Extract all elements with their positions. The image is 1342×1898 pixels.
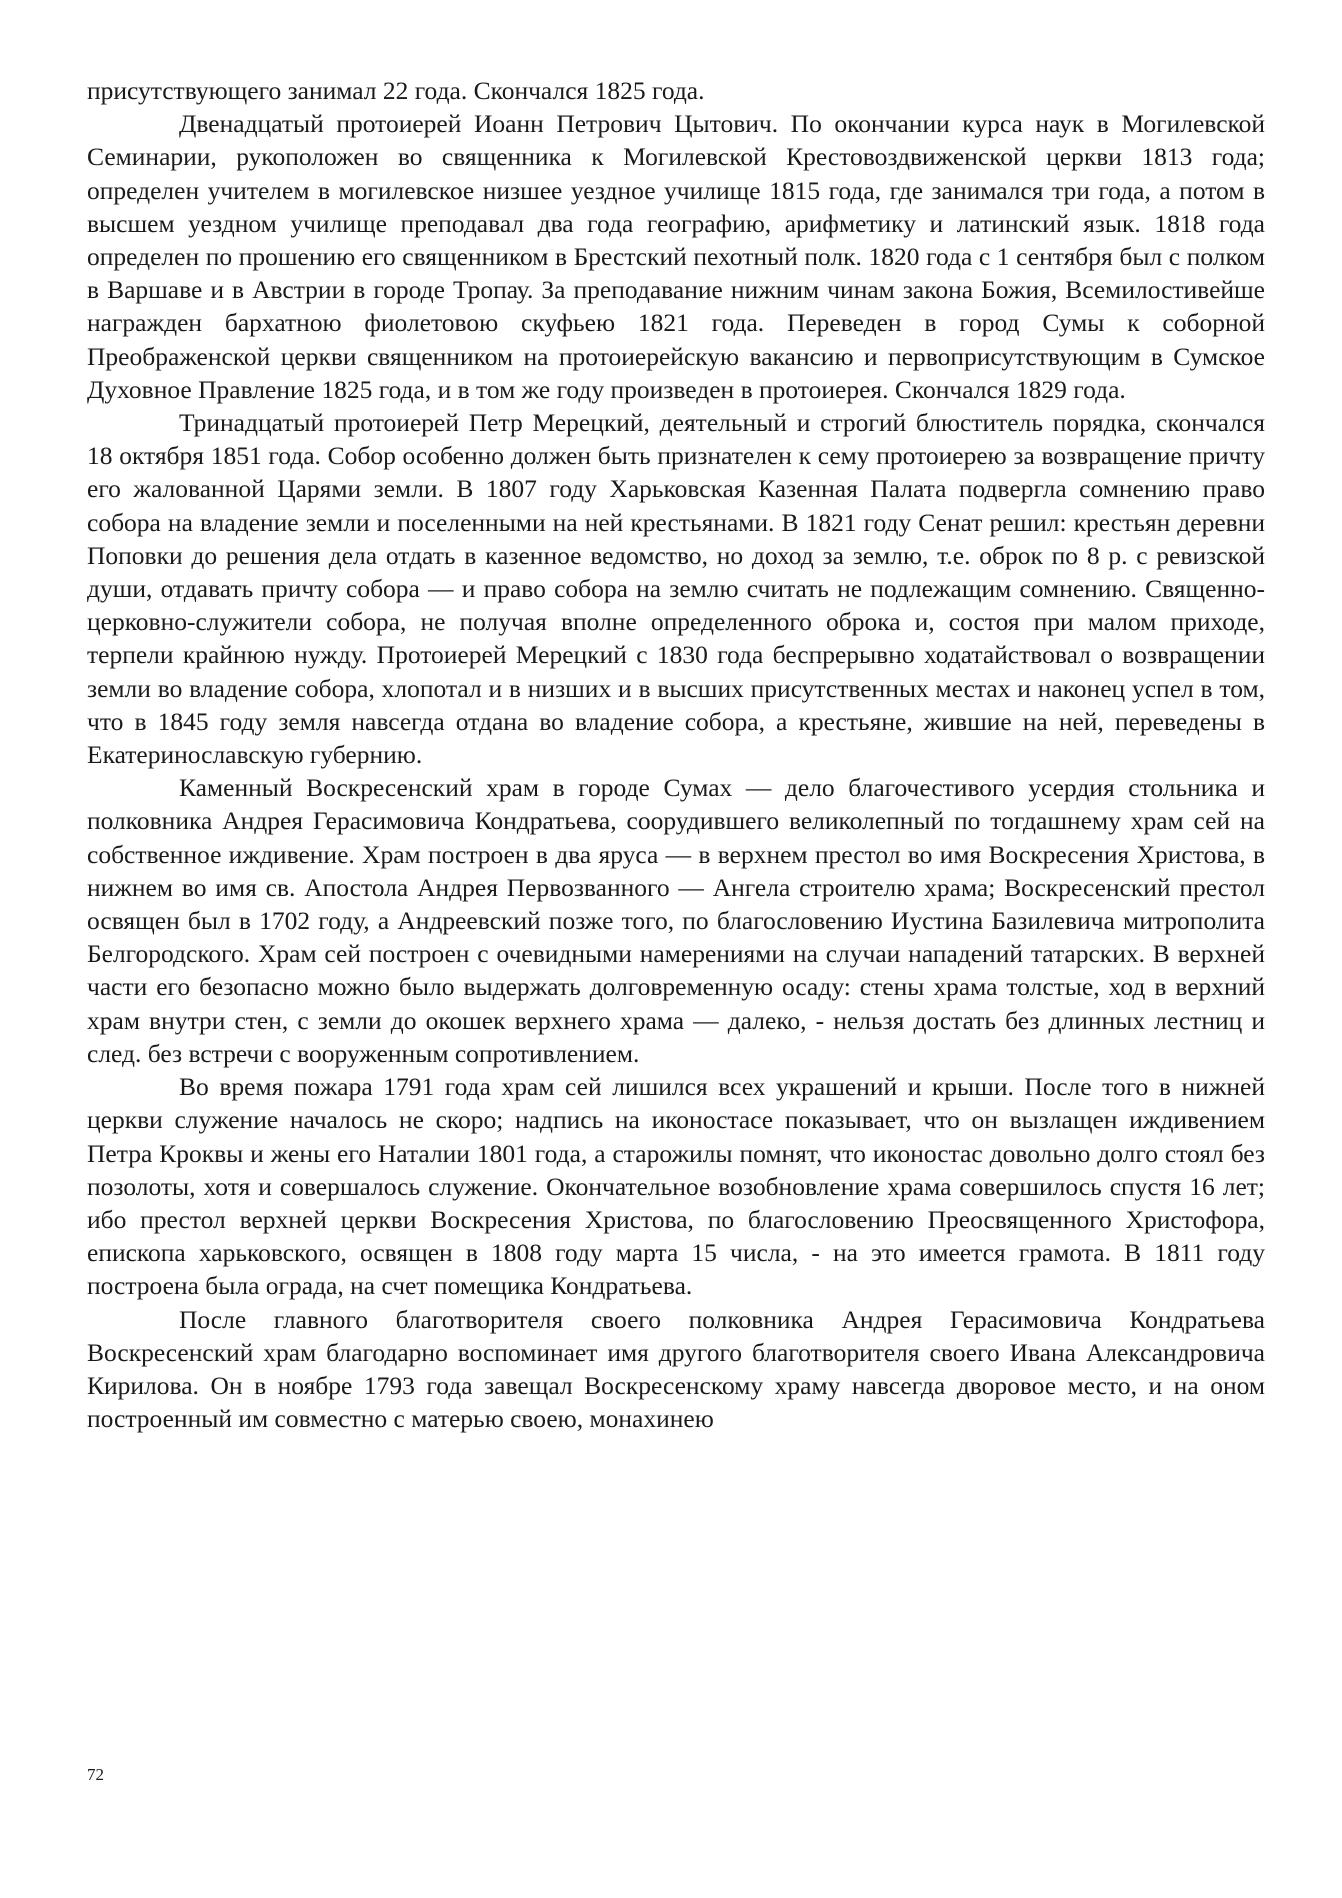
paragraph: Во время пожара 1791 года храм сей лишился всех украшений и крыши. После того в нижней церкви служение началось не скоро; надпись на иконостасе показывает, что он вызлащен иждивением Петра Кроквы и жены его Наталии 1801 года, а старожилы помнят, что иконостас довольно долго стоял без позолоты, хотя и совершалось служение. Окончательное возобновление храма совершилось спустя 16 лет; ибо престол верхней церкви Воскресения Христова, по благословению Преосвященного Христофора, епископа харьковского, освящен в 1808 году марта 15 числа, - на это имеется грамота. В 1811 году построена была ограда, на счет помещика Кондратьева. <box>87 1072 1265 1301</box>
page-number: 72 <box>87 1765 104 1784</box>
document-body <box>87 74 1265 1435</box>
paragraph: присутствующего занимал 22 года. Скончался 1825 года. <box>87 76 705 105</box>
paragraph: Тринадцатый протоиерей Петр Мерецкий, деятельный и строгий блюститель порядка, скончался 18 октября 1851 года. Собор особенно должен быть признателен к сему протоиерею за возвращение причту его жалованной Царями земли. В 1807 году Харьковская Казенная Палата подвергла сомнению право собора на владение земли и поселенными на ней крестьянами. В 1821 году Сенат решил: крестьян деревни Поповки до решения дела отдать в казенное ведомство, но доход за землю, т.е. оброк по 8 р. с ревизской души, отдавать причту собора — и право собора на землю считать не подлежащим сомнению. Священно-церковно-служители собора, не получая вполне определенного оброка и, состоя при малом приходе, терпели крайнюю нужду. Протоиерей Мерецкий с 1830 года беспрерывно ходатайствовал о возвращении земли во владение собора, хлопотал и в низших и в высших присутственных местах и наконец успел в том, что в 1845 году земля навсегда отдана во владение собора, а крестьяне, жившие на ней, переведены в Екатеринославскую губернию. <box>87 408 1265 770</box>
paragraph: Каменный Воскресенский храм в городе Сумах — дело благочестивого усердия стольника и полковника Андрея Герасимовича Кондратьева, соорудившего великолепный по тогдашнему храм сей на собственное иждивение. Храм построен в два яруса — в верхнем престол во имя Воскресения Христова, в нижнем во имя св. Апостола Андрея Первозванного — Ангела строителю храма; Воскресенский престол освящен был в 1702 году, а Андреевский позже того, по благословению Иустина Базилевича митрополита Белгородского. Храм сей построен с очевидными намерениями на случаи нападений татарских. В верхней части его безопасно можно было выдержать долговременную осаду: стены храма толстые, ход в верхний храм внутри стен, с земли до окошек верхнего храма — далеко, - нельзя достать без длинных лестниц и след. без встречи с вооруженным сопротивлением. <box>87 773 1265 1068</box>
paragraph: Двенадцатый протоиерей Иоанн Петрович Цытович. По окончании курса наук в Могилевской Семинарии, рукоположен во священника к Могилевской Крестовоздвиженской церкви 1813 года; определен учителем в могилевское низшее уездное училище 1815 года, где занимался три года, а потом в высшем уездном училище преподавал два года географию, арифметику и латинский язык. 1818 года определен по прошению его священником в Брестский пехотный полк. 1820 года с 1 сентября был с полком в Варшаве и в Австрии в городе Тропау. За преподавание нижним чинам закона Божия, Всемилостивейше награжден бархатною фиолетовою скуфьею 1821 года. Переведен в город Сумы к соборной Преображенской церкви священником на протоиерейскую вакансию и первоприсутствующим в Сумское Духовное Правление 1825 года, и в том же году произведен в протоиерея. Скончался 1829 года. <box>87 109 1265 404</box>
paragraph: После главного благотворителя своего полковника Андрея Герасимовича Кондратьева Воскресенский храм благодарно воспоминает имя другого благотворителя своего Ивана Александровича Кирилова. Он в ноябре 1793 года завещал Воскресенскому храму навсегда дворовое место, и на оном построенный им совместно с матерью своею, монахинею <box>87 1304 1265 1434</box>
